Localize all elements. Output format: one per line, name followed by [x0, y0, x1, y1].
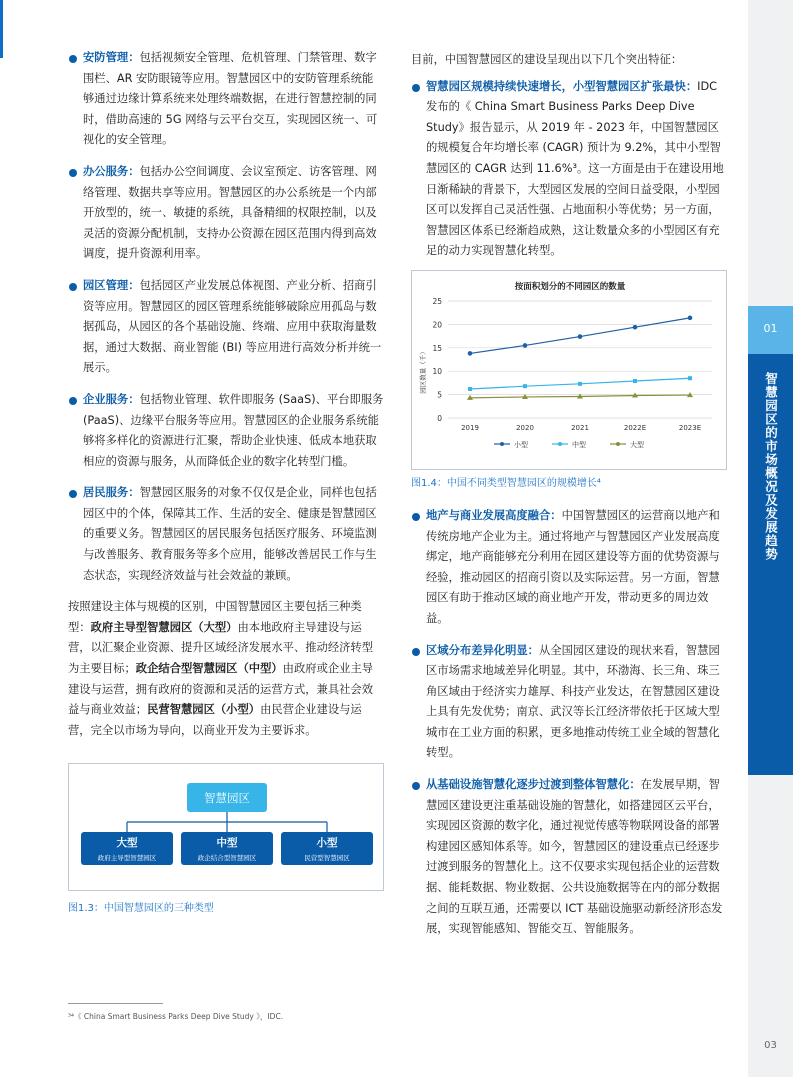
diagram-root-label: 智慧园区 [204, 791, 250, 806]
bullet-head: 居民服务： [83, 486, 140, 500]
chart-xtick-label: 2023E [678, 423, 702, 432]
legend-marker [558, 442, 562, 446]
type-small-desc: 由民营企业建设与运营，完全以市场为导向，以商业开发为主要诉求。 [68, 703, 362, 737]
chart-point [578, 382, 582, 386]
chapter-tab [748, 306, 793, 354]
type-large-desc: 由本地政府主导建设与运营，以汇聚企业资源、提升区域经济发展水平、推动经济转型为主要目标； [68, 620, 374, 676]
right-column [411, 48, 727, 951]
legend-label: 大型 [630, 440, 644, 449]
type-small-name: 民营智慧园区（小型） [147, 703, 261, 717]
chart-point [578, 334, 583, 339]
bullet-body: 智慧园区服务的对象不仅仅是企业，同样也包括园区中的个体，保障其工作、生活的安全、健康是智慧园区的重要义务。智慧园区的居民服务包括医疗服务、环境监测与改善服务、教育服务等多个应用，能够改善居民工作与生态状态，实现经济效益与社会效益的兼顾。 [83, 486, 377, 582]
bullet-regional [411, 641, 727, 765]
bullet-body: 从全国园区建设的现状来看，智慧园区市场需求地域差异化明显。其中，环渤海、长三角、珠三角区域由于经济实力雄厚、科技产业发达，在智慧园区建设上具有先发优势；南京、武汉等长江经济带依托于区域大型城市在工业方面的积累，更多地推动传统工业全域的智慧化转型。 [426, 643, 720, 760]
bullet-head: 区域分布差异化明显： [426, 643, 539, 657]
bullet-body: 包括物业管理、软件即服务 (SaaS)、平台即服务 (PaaS)、边缘平台服务等应用。智慧园区的企业服务系统能够将多样化的资源进行汇聚，帮助企业快速、低成本地获取相应的资源与服务，从而降低企业的数字化转型门槛。 [83, 392, 384, 468]
chart-ytick-label: 5 [437, 390, 442, 400]
bullet-dot [69, 490, 77, 498]
chart-xtick-label: 2021 [571, 423, 589, 432]
diagram-medium-size: 中型 [216, 837, 238, 850]
bullet-dot [412, 84, 420, 92]
right-intro: 目前，中国智慧园区的建设呈现出以下几个突出特征： [411, 53, 683, 66]
diagram-small-size: 小型 [316, 837, 338, 850]
bullet-dot [69, 397, 77, 405]
bullet-head: 园区管理： [83, 278, 140, 292]
type-medium-desc: 由政府或企业主导建设与运营，拥有政府的资源和灵活的运营方式，兼具社会效益与商业效益； [68, 662, 374, 717]
bullet-dot [412, 513, 420, 521]
bullet-dot [69, 55, 77, 63]
bullet-scale-growth [411, 77, 727, 262]
bullet-head: 地产与商业发展高度融合： [426, 508, 562, 522]
footnote-divider [68, 1003, 163, 1004]
chart-point [688, 376, 692, 380]
type-medium-name: 政企结合型智慧园区（中型） [135, 662, 283, 676]
chart-ytick-label: 0 [437, 413, 442, 423]
chart-title: 按面积划分的不同园区的数量 [514, 281, 626, 292]
bullet-body: IDC 发布的《 China Smart Business Parks Deep Dive Study》报告显示，从 2019 年 - 2023 年，中国智慧园区的规模复合年均增长率 (CAGR) 预计为 9.2%，其中小型智慧园区的 CAGR 达到 11.6%³。这一方面是由于在建设用地日渐稀缺的背景下，大型园区发展的空间日益受限，小型园区可以发挥自己灵活性强、占地面积小等优势；另一方面，智慧园区体系已经渐趋成熟，这让数量众多的小型园区有充足的动力实现智慧化转型。 [426, 79, 724, 258]
line-chart [412, 271, 728, 471]
types-intro: 按照建设主体与规模的区别，中国智慧园区主要包括三种类型： [68, 600, 362, 634]
bullet-head: 企业服务： [83, 392, 140, 406]
diagram-caption: 图1.3：中国智慧园区的三种类型 [68, 903, 214, 915]
chapter-number: 01 [763, 322, 778, 335]
chart-point [523, 343, 528, 348]
chart-ytick-label: 25 [432, 296, 442, 306]
chapter-title: 智慧园区的市场概况及发展趋势 [763, 372, 779, 561]
diagram-small-type: 民营型智慧园区 [304, 854, 350, 863]
chart-point [523, 384, 527, 388]
chart-container [411, 270, 727, 470]
legend-label: 中型 [572, 440, 586, 449]
legend-marker [616, 442, 620, 446]
legend-marker [500, 442, 504, 446]
chart-ylabel: 园区数量（千） [419, 348, 427, 394]
bullet-dot [412, 648, 420, 656]
chart-point [468, 351, 473, 356]
chart-ytick-label: 20 [432, 320, 442, 330]
bullet-enterprise [68, 390, 384, 472]
park-types-paragraph [68, 597, 384, 741]
bullet-real-estate [411, 506, 727, 630]
chart-point [688, 315, 693, 320]
diagram-large-size: 大型 [116, 837, 138, 850]
chapter-title-wrap [748, 372, 793, 561]
bullet-head: 安防管理： [83, 51, 140, 64]
bullet-dot [412, 782, 420, 790]
bullet-office [68, 162, 384, 265]
legend-label: 小型 [514, 440, 528, 449]
bullet-head: 从基础设施智慧化逐步过渡到整体智慧化： [426, 778, 641, 792]
chart-ytick-label: 15 [432, 343, 442, 353]
bullet-body: 包括园区产业发展总体视图、产业分析、招商引资等应用。智慧园区的园区管理系统能够破除应用孤岛与数据孤岛，从园区的各个基础设施、终端、应用中获取海量数据，通过大数据、商业智能 (BI) 等应用进行高效分析并统一展示。 [83, 278, 382, 375]
left-column [68, 48, 384, 931]
chart-point [633, 379, 637, 383]
bullet-body: 包括视频安全管理、危机管理、门禁管理、数字围栏、AR 安防眼镜等应用。智慧园区中的安防管理系统能够通过边缘计算系统来处理终端数据，在进行智慧控制的同时，借助高速的 5G 网络与云平台交互，实现园区统一、可视化的安全管理。 [83, 51, 378, 147]
chart-xtick-label: 2019 [461, 423, 479, 432]
bullet-park-management [68, 276, 384, 379]
bullet-infrastructure [411, 775, 727, 940]
footnote: ³⁴《 China Smart Business Parks Deep Dive Study 》，IDC. [68, 1012, 284, 1021]
bullet-dot [69, 169, 77, 177]
bullet-head: 智慧园区规模持续快速增长，小型智慧园区扩张最快： [426, 79, 698, 93]
bullet-resident [68, 483, 384, 586]
diagram-large-type: 政府主导型智慧园区 [97, 854, 157, 863]
type-large-name: 政府主导型智慧园区（大型） [90, 620, 238, 634]
chart-caption: 图1.4：中国不同类型智慧园区的规模增长⁴ [411, 477, 601, 489]
bullet-body: 包括办公空间调度、会议室预定、访客管理、网络管理、数据共享等应用。智慧园区的办公系统是一个内部开放型的，统一、敏捷的系统，具备精细的权限控制，以及灵活的资源分配机制，支持办公资源在园区范围内得到高效调度，提升资源利用率。 [83, 164, 377, 261]
chart-ytick-label: 10 [432, 367, 442, 377]
bullet-head: 办公服务： [83, 164, 140, 178]
chart-point [468, 387, 472, 391]
chart-point [633, 325, 638, 330]
bullet-body: 中国智慧园区的运营商以地产和传统房地产企业为主。通过将地产与智慧园区产业发展高度绑定，地产商能够充分利用在园区建设等方面的优势资源与经验，推动园区的招商引资以及实际运营。另一方面，智慧园区有助于推动区域的商业地产开发，带动更多的周边效益。 [426, 508, 720, 625]
chart-xtick-label: 2022E [623, 423, 647, 432]
bullet-body: 在发展早期，智慧园区建设更注重基础设施的智慧化，如搭建园区云平台，实现园区资源的数字化，通过视觉传感等物联网设备的部署构建园区感知体系等。如今，智慧园区的建设重点已经逐步过渡到服务的智慧化上。这不仅要求实现包括企业的运营数据、能耗数据、物业数据、公共设施数据等在内的部分数据之间的互联互通，还需要以 ICT 基础设施驱动新经济形态发展，实现智能感知、智能交互、智能服务。 [426, 778, 723, 936]
page-number: 03 [764, 1040, 777, 1051]
bullet-security [68, 48, 384, 151]
bullet-dot [69, 283, 77, 291]
diagram-connectors [127, 812, 327, 832]
top-accent-bar [0, 0, 3, 58]
chart-xtick-label: 2020 [516, 423, 534, 432]
park-types-diagram [68, 763, 384, 891]
diagram-medium-type: 政企结合型智慧园区 [197, 854, 257, 863]
